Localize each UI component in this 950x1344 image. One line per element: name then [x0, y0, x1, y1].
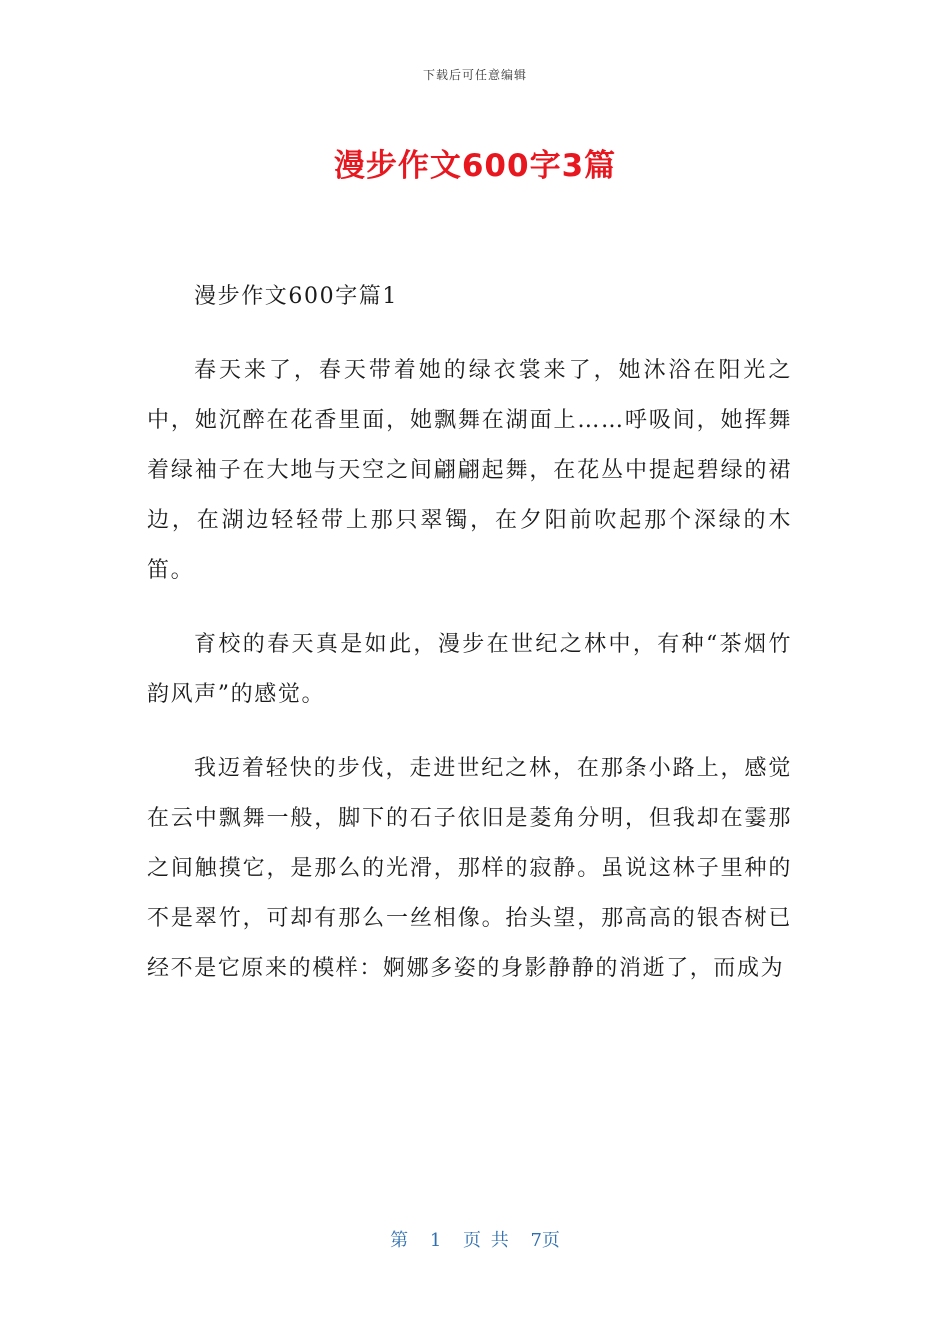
paragraph: 我迈着轻快的步伐，走进世纪之林，在那条小路上，感觉在云中飘舞一般，脚下的石子依旧是菱角分明，但我却在霎那之间触摸它，是那么的光滑，那样的寂静。虽说这林子里种的不是翠竹，可却有那么一丝相像。抬头望，那高高的银杏树已经不是它原来的模样：婀娜多姿的身影静静的消逝了，而成为 — [147, 756, 792, 981]
paragraph: 春天来了，春天带着她的绿衣裳来了，她沐浴在阳光之中，她沉醉在花香里面，她飘舞在湖面上……呼吸间，她挥舞着绿袖子在大地与天空之间翩翩起舞，在花丛中提起碧绿的裙边，在湖边轻轻带上那只翠镯，在夕阳前吹起那个深绿的木笛。 — [147, 358, 792, 583]
paragraph: 育校的春天真是如此，漫步在世纪之林中，有种“茶烟竹韵风声”的感觉。 — [147, 632, 792, 707]
header-note: 下载后可任意编辑 — [422, 68, 527, 82]
document-body — [147, 272, 792, 1018]
footer-total-pages: 7页 — [530, 1230, 560, 1251]
section-heading: 漫步作文600字篇1 — [194, 284, 398, 309]
page-footer — [0, 1226, 950, 1252]
document-title: 漫步作文600字3篇 — [333, 148, 617, 184]
footer-page-label: 第 — [390, 1230, 409, 1251]
footer-of-label: 页 共 — [463, 1230, 509, 1251]
footer-current-page: 1 — [429, 1230, 442, 1251]
